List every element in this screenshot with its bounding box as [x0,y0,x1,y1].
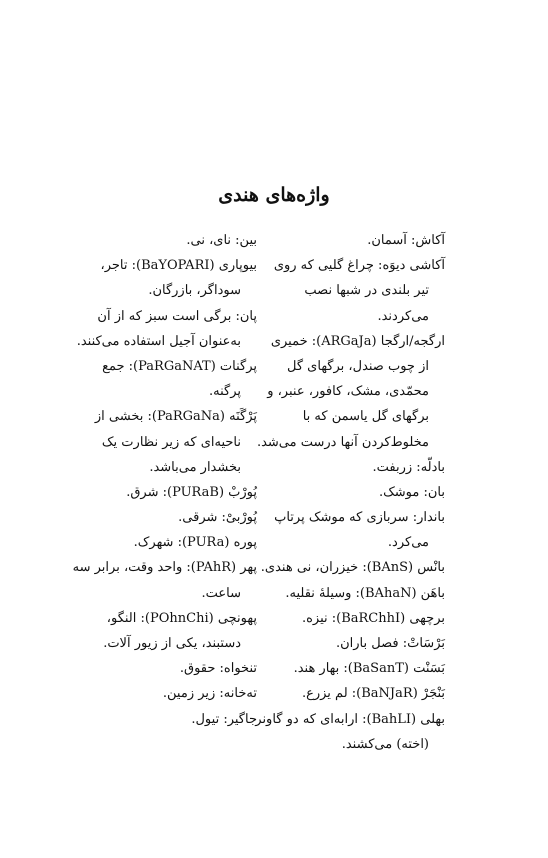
glossary-line: پُورْبْ (PURaB): شرق. [126,484,257,500]
glossary-line: پرگنات (PaRGaNAT): جمع [102,358,257,374]
glossary-line: بَرْسَاتْ: فصل باران. [335,636,445,651]
glossary-line: تیر بلندی در شبها نصب [304,283,429,299]
glossary-line: پرگنه. [208,384,241,400]
glossary-line: (اخته) می‌کشند. [341,736,429,752]
glossary-line: پان: برگی است سبز که از آن [97,308,257,324]
glossary-line: مخلوط‌کردن آنها درست می‌شد. [256,434,429,450]
glossary-line: دستبند، یکی از زیور آلات. [103,636,241,651]
glossary-line: پهونچی (POhnChi): النگو، [106,610,257,626]
glossary-line: ته‌خانه: زیر زمین. [162,686,257,702]
glossary-line: ساعت. [201,585,241,601]
glossary-line: ارگجه/ارگجا (ARGaJa): خمیری [270,333,445,349]
glossary-line: می‌کردند. [377,308,429,324]
glossary-line: محمّدی، مشک، کافور، عنبر، و [267,384,429,400]
glossary-line: به‌عنوان آجیل استفاده می‌کنند. [76,333,241,349]
glossary-line: پَرْگَنَه (PaRGaNa): بخشی از [94,409,257,425]
glossary-line: باندار: سربازی که موشک پرتاپ [274,510,445,526]
glossary-line: بَنْجَرْ (BaNJaR): لم یزرع. [301,686,445,702]
glossary-line: بهلی (BahLI): ارابه‌ای که دو گاونر [255,711,445,727]
glossary-line: پوره (PURa): شهرک. [133,535,257,551]
glossary-line: بادلّه: زربفت. [372,459,445,475]
glossary-line: آکاش: آسمان. [367,233,445,248]
glossary-line: باهَن (BAhaN): وسیلۀ نقلیه. [285,585,445,601]
glossary-line: آکاشی دیوَه: چراغ گلیی که روی [273,258,445,274]
glossary-line: پُورْبیْ: شرقی. [178,510,257,526]
glossary-line: بَسَنْت (BaSanT): بهار هند. [293,661,445,677]
glossary-line: از چوب صندل، برگهای گل [287,358,429,374]
glossary-line: سوداگر، بازرگان. [148,283,241,299]
glossary-column-left [27,228,257,732]
glossary-line: تنخواه: حقوق. [179,661,257,677]
glossary-line: بین: نای، نی. [186,233,257,248]
glossary-line: جاگیر: تیول. [191,711,257,727]
glossary-line: بخشدار می‌باشد. [149,459,241,475]
page-title: واژه‌های هندی [218,184,330,206]
glossary-line: بیوپاری (BaYOPARI): تاجر، [100,258,257,274]
glossary-line: می‌کرد. [387,535,429,551]
glossary-line: بان: موشک. [379,484,445,500]
glossary-line: ناحیه‌ای که زیر نظارت یک [101,434,241,450]
glossary-line: بانْس (BAnS): خیزران، نی هندی. [260,560,445,576]
glossary-line: برچهی (BaRChhI): نیزه. [301,610,445,626]
glossary-line: برگهای گل یاسمن که با [302,409,429,425]
glossary-line: پهر (PAhR): واحد وقت، برابر سه [72,560,257,576]
